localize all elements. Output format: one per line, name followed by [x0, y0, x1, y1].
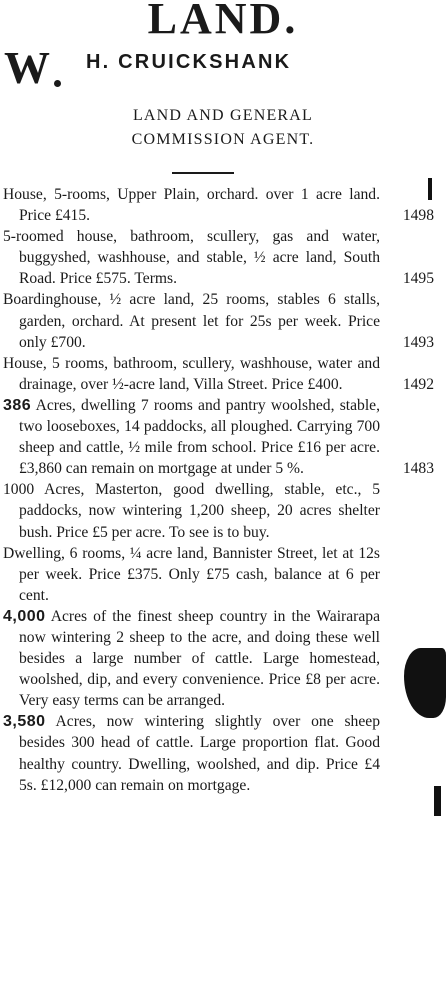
listing-lead: 386: [3, 396, 32, 414]
listing: [0, 184, 446, 226]
listing-lead: 3,580: [3, 713, 46, 731]
subtitle-text: LAND AND GENERAL COMMISSION AGENT.: [131, 107, 315, 148]
listing-text: Acres, now wintering slightly over one sheep besides 300 head of cattle. Large proportion flat. Good healthy country. Dwelling, woolshed, and dip. Price £4 5s. £12,000 can remain on mortgage.: [19, 713, 380, 794]
listing-ref: 1483: [402, 460, 434, 478]
listing-text: Acres of the finest sheep country in the Wairarapa now wintering 2 sheep to the acre, and doing these well besides a large number of cattle. Large homestead, woolshed, dip, and every convenience. Price £8 per acre. Very easy terms can be arranged.: [19, 607, 380, 710]
listing-text: Boardinghouse, ½ acre land, 25 rooms, stables 6 stalls, garden, orchard. At present let for 25s per week. Price only £700.: [3, 291, 380, 351]
listing-ref: 1498: [402, 207, 434, 225]
listing-ref: 1493: [402, 333, 434, 351]
listing-text: House, 5 rooms, bathroom, scullery, washhouse, water and drainage, over ½-acre land, Villa Street. Price £400.: [3, 354, 380, 393]
listing: [0, 543, 446, 606]
agent-subtitle: [0, 104, 446, 152]
ink-smear: [434, 786, 441, 816]
listing-text: Dwelling, 6 rooms, ¼ acre land, Bannister Street, let at 12s per week. Price £375. Only £75 cash, balance at 6 per cent.: [3, 544, 380, 604]
listing: [0, 606, 446, 711]
listing: [0, 353, 446, 395]
listing-ref: 1495: [402, 270, 434, 288]
listing-text: House, 5-rooms, Upper Plain, orchard. over 1 acre land. Price £415.: [3, 186, 380, 225]
listing: [0, 226, 446, 289]
ad-title: LAND.: [147, 0, 299, 43]
listing-text: Acres, dwelling 7 rooms and pantry woolshed, stable, two looseboxes, 14 paddocks, all ploughed. Carrying 700 sheep and cattle, ½ mile from school. Price £16 per acre. £3,860 can remain on mortgage at under 5 %.: [19, 396, 380, 478]
agent-name: H. CRUICKSHANK: [86, 51, 292, 73]
initial-dot: [54, 80, 61, 87]
listing: [0, 395, 446, 479]
listing-text: 5-roomed house, bathroom, scullery, gas and water, buggyshed, washhouse, and stable, ½ acre land, South Road. Price £575. Terms.: [3, 228, 380, 288]
listing-lead: 4,000: [3, 607, 46, 625]
ink-smear: [428, 178, 432, 200]
listing-ref: 1492: [402, 375, 434, 393]
listing: [0, 479, 446, 542]
agent-initial: W: [4, 42, 50, 93]
listings: [0, 184, 446, 796]
listing-text: 1000 Acres, Masterton, good dwelling, stable, etc., 5 paddocks, now wintering 1,200 sheep, 20 acres shelter bush. Price £5 per acre. To see is to buy.: [3, 481, 380, 541]
listing: [0, 711, 446, 795]
listing: [0, 289, 446, 352]
divider-rule: [172, 172, 234, 174]
